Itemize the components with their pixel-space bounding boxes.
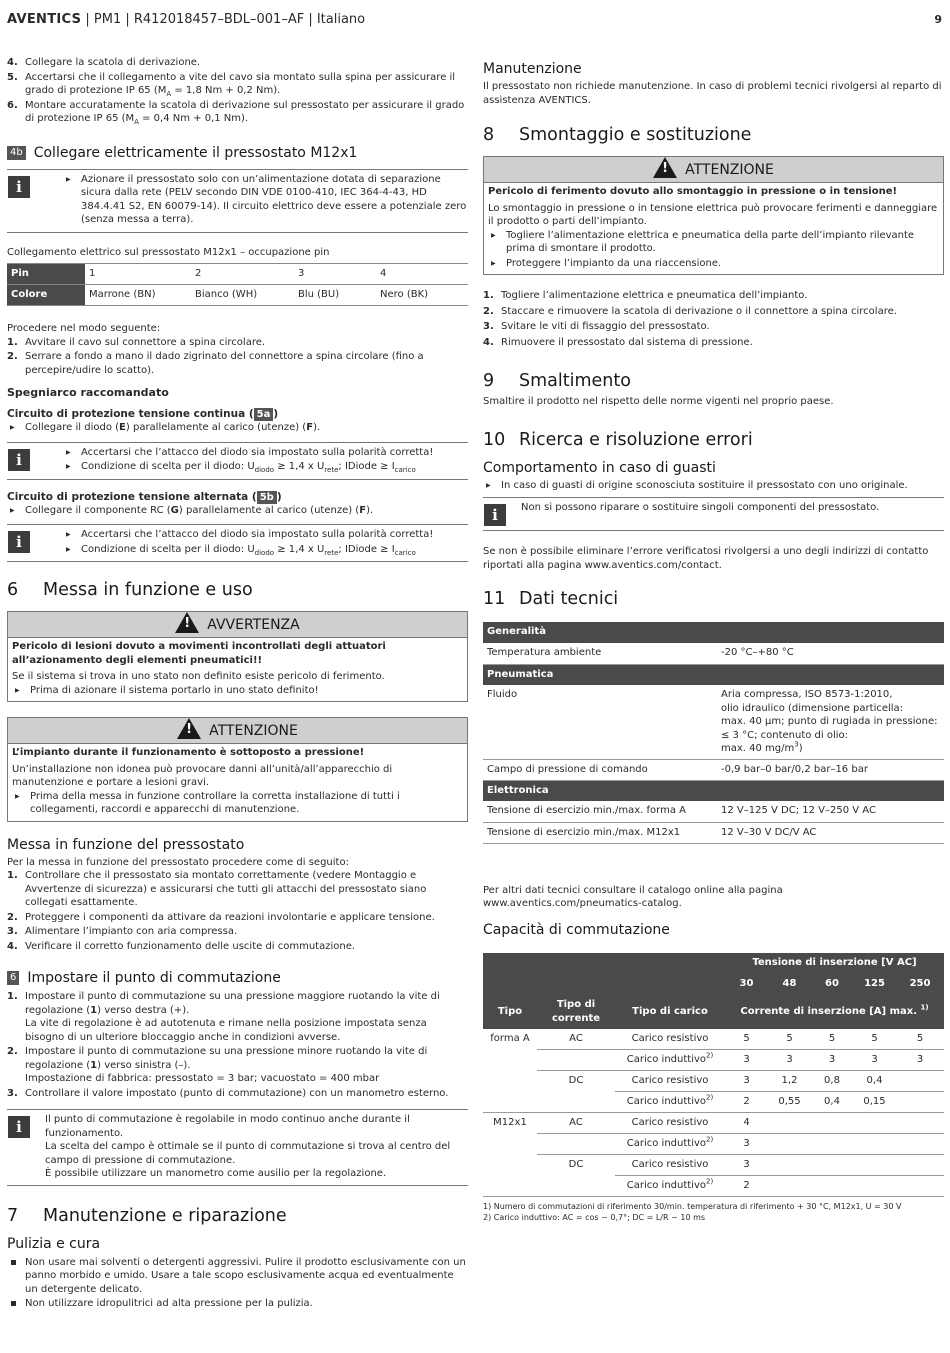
table-row: 30 48 60 125 250: [483, 974, 944, 995]
info-icon: i: [484, 504, 506, 526]
list-item: 1. Impostare il punto di commutazione su una pressione maggiore ruotando la vite di regolazione (1) verso destra (+). La vite di regolazione è ad autotenuta e rimane nella posizione impostata senza bisogno di un ulteriore bloccaggio anche in condizioni avverse.: [7, 991, 440, 1043]
section-7-heading: 7 Manutenzione e riparazione: [7, 1205, 287, 1226]
ac-action: ▶ Collegare il componente RC (G) parallelamente al carico (utenze) (F).: [7, 504, 468, 518]
list-item: 1. Avvitare il cavo sul connettore a spina circolare.: [7, 336, 266, 348]
commissioning-steps: [7, 869, 468, 953]
header-doc-info: | PM1 | R412018457–BDL–001–AF | Italiano: [81, 12, 366, 27]
section-4b-heading: 4b Collegare elettricamente il pressostato M12x1: [7, 144, 468, 162]
table-row: Elettronica: [483, 780, 944, 801]
switching-capacity-table: [483, 953, 944, 1198]
table-row: Campo di pressione di comando -0,9 bar–0 bar/0,2 bar–16 bar: [483, 759, 944, 780]
section-6-heading: 6 Messa in funzione e uso: [7, 580, 253, 600]
info-box: i ▶ Accertarsi che l’attacco del diodo sia impostato sulla polarità corretta! ▶ Condizione di scelta per il diodo: $U_{diodo} \ge 1,4$ x $U_{rete}$; IDiode ≥ $I_{carico}$: [7, 442, 468, 480]
section-9-heading: 9 Smaltimento: [483, 371, 631, 391]
maintenance-text: Il pressostato non richiede manutenzione. In caso di problemi tecnici rivolgersi al reparto di assistenza AVENTICS.: [483, 81, 942, 106]
info-icon: i: [8, 531, 30, 553]
procedure-intro: Procedere nel modo seguente:: [7, 323, 161, 334]
info-box: [7, 169, 468, 233]
info-icon: i: [8, 176, 30, 198]
list-item: 5. Accertarsi che il collegamento a vite del cavo sia montato sulla spina per assicurare il grado di protezione IP 65 ($M_A = 1,8$ Nm + 0,2 Nm).: [7, 71, 456, 98]
connect-steps: [7, 336, 468, 378]
list-item: Non utilizzare idropulitrici ad alta pressione per la pulizia.: [7, 1297, 468, 1311]
table-row: Tensione di esercizio min./max. forma A 12 V–125 V DC; 12 V–250 V AC: [483, 801, 944, 822]
page-header: [7, 11, 942, 31]
pin-table: [7, 263, 468, 306]
table-row: Tensione di inserzione [V AC]: [483, 953, 944, 974]
warning-box: !AVVERTENZA Pericolo di lesioni dovuto a movimenti incontrollati degli attuatori all’azionamento degli elementi pneumatici!! Se il sistema si trova in uno stato non definito esiste pericolo di ferimento. ▶ Prima di azionare il sistema portarlo in uno stato definito!: [7, 611, 468, 702]
faults-bullet: ▶ In caso di guasti di origine sconosciuta sostituire il pressostato con uno originale.: [483, 479, 944, 493]
list-item: 4. Verificare il corretto funzionamento delle uscite di commutazione.: [7, 940, 356, 952]
commissioning-heading: Messa in funzione del pressostato: [7, 836, 245, 853]
right-column: [483, 60, 944, 1223]
list-item: 3. Svitare le viti di fissaggio del pressostato.: [483, 321, 710, 332]
list-item: 1. Togliere l’alimentazione elettrica e pneumatica dell’impianto.: [483, 290, 808, 301]
table-row: Carico induttivo$^{2)}$ 2: [483, 1176, 944, 1197]
warning-icon: [177, 718, 201, 739]
list-item: 1. Controllare che il pressostato sia montato correttamente (vedere Montaggio e Avvertenze di sicurezza) e assicurarsi che tutti gli attacchi del pressostato siano collegati esattamente.: [7, 870, 427, 908]
list-item: Non usare mai solventi o detergenti aggressivi. Pulire il prodotto esclusivamente con un panno morbido e umido. Usare a tale scopo esclusivamente acqua ed eventualmente un detergente delicato.: [7, 1256, 468, 1297]
brand-name: AVENTICS: [7, 12, 82, 27]
table-row: DC Carico resistivo 3: [483, 1155, 944, 1176]
warning-icon: [175, 612, 199, 633]
cleaning-list: [7, 1256, 468, 1311]
ac-circuit-heading: Circuito di protezione tensione alternata ( 5b ): [7, 490, 282, 503]
dc-action: ▶ Collegare il diodo (E) parallelamente al carico (utenze) (F).: [7, 421, 468, 435]
list-item: 2. Proteggere i componenti da attivare da reazioni involontarie e applicare tensione.: [7, 911, 435, 923]
tech-data-table: [483, 622, 944, 844]
list-item: 4. Collegare la scatola di derivazione.: [7, 57, 201, 68]
warning-icon: [653, 157, 677, 178]
table-row: Carico induttivo$^{2)}$ 2 0,55 0,4 0,15: [483, 1092, 944, 1113]
table-row: Colore Marrone (BN) Bianco (WH) Blu (BU) Nero (BK): [7, 285, 468, 306]
list-item: 2. Serrare a fondo a mano il dado zigrinato del connettore a spina circolare (fino a percepire/udire lo scatto).: [7, 351, 424, 376]
table-row: Pin 1 2 3 4: [7, 264, 468, 285]
commissioning-intro: Per la messa in funzione del pressostato procedere come di seguito:: [7, 856, 349, 868]
table-row: Pneumatica: [483, 664, 944, 685]
footnote-1: 1) Numero di commutazioni di riferimento 30/min. temperatura di riferimento + 30 °C, M12x1, U = 30 V: [483, 1202, 902, 1211]
switching-capacity-heading: Capacità di commutazione: [483, 921, 670, 938]
table-row: Carico induttivo$^{2)}$ 3 3 3 3 3: [483, 1050, 944, 1071]
list-item: 2. Impostare il punto di commutazione su una pressione minore ruotando la vite di regolazione (1) verso sinistra (–). Impostazione di fabbrica: pressostato = 3 bar; vacuostato = 400 mbar: [7, 1046, 428, 1084]
table-row: M12x1 AC Carico resistivo 4: [483, 1113, 944, 1134]
caution-box: !ATTENZIONE L’impianto durante il funzionamento è sottoposto a pressione! Un’installazione non idonea può provocare danni all’unità/all’apparecchio di manutenzione e portare a lesioni gravi. ▶ Prima della messa in funzione controllare la corretta installazione di tutti i collegamenti, raccordi e apparecchi di manutenzione.: [7, 717, 468, 822]
table-row: DC Carico resistivo 3 1,2 0,8 0,4: [483, 1071, 944, 1092]
disposal-text: Smaltire il prodotto nel rispetto delle norme vigenti nel proprio paese.: [483, 396, 834, 407]
info-icon: i: [8, 1116, 30, 1138]
cleaning-heading: Pulizia e cura: [7, 1235, 101, 1252]
info-text: ▶ Azionare il pressostato solo con un’alimentazione dotata di separazione sicura dalla rete (PELV secondo DIN VDE 0100-410, IEC 364-4-43, HD 384.4.41 S2, EN 60079-14). Il circuito elettrico deve essere a potenziale zero (senza messa a terra).: [63, 173, 468, 227]
list-item: 2. Staccare e rimuovere la scatola di derivazione o il connettore a spina circolare.: [483, 305, 897, 317]
faults-contact-text: Se non è possibile eliminare l’errore verificatosi rivolgersi a uno degli indirizzi di contatto riportati alla pagina www.aventics.com/contact.: [483, 546, 929, 571]
section-11-heading: 11 Dati tecnici: [483, 589, 619, 609]
list-item: 4. Rimuovere il pressostato dal sistema di pressione.: [483, 336, 753, 348]
switch-point-steps: [7, 990, 468, 1100]
step-badge: 6: [7, 971, 19, 985]
footnote-2: 2) Carico induttivo: AC = cos ~ 0,7°; DC = L/R ~ 10 ms: [483, 1213, 706, 1222]
info-box: i Il punto di commutazione è regolabile in modo continuo anche durante il funzionamento. La scelta del campo è ottimale se il punto di commutazione si trova al centro del campo di pressione di commutazione. È possibile utilizzare un manometro come ausilio per la regolazione.: [7, 1109, 468, 1186]
switch-point-heading: 6 Impostare il punto di commutazione: [7, 969, 468, 987]
list-item: 3. Controllare il valore impostato (punto di commutazione) con un manometro esterno.: [7, 1087, 449, 1099]
faults-heading: Comportamento in caso di guasti: [483, 459, 716, 476]
step-badge: 4b: [7, 146, 26, 160]
figure-badge: 5a: [254, 408, 274, 421]
steps-top: [7, 56, 468, 126]
table-caption: Collegamento elettrico sul pressostato M12x1 – occupazione pin: [7, 246, 330, 258]
info-icon: i: [8, 449, 30, 471]
table-row: Fluido Aria compressa, ISO 8573-1:2010, olio idraulico (dimensione particella: max. 40 µm; punto di rugiada in pressione: ≤ 3 °C; contenuto di olio: max. 40 $mg/m^3$): [483, 685, 944, 759]
figure-badge: 5b: [257, 491, 277, 504]
list-item: 6. Montare accuratamente la scatola di derivazione sul pressostato per assicurare il grado di protezione IP 65 ($M_A = 0,4$ Nm + 0,1 Nm).: [7, 99, 465, 126]
table-row: Tipo Tipo di corrente Tipo di carico Corrente di inserzione [A] max. $^{1)}$: [483, 995, 944, 1029]
info-box: i ▶ Accertarsi che l’attacco del diodo sia impostato sulla polarità corretta! ▶ Condizione di scelta per il diodo: $U_{diodo} \ge 1,4$ x $U_{rete}$; IDiode ≥ $I_{carico}$: [7, 524, 468, 562]
tech-more-text: Per altri dati tecnici consultare il catalogo online alla pagina www.aventics.com/pneumatics-catalog.: [483, 884, 783, 909]
table-row: Carico induttivo$^{2)}$ 3: [483, 1134, 944, 1155]
spegniarco-heading: Spegniarco raccomandato: [7, 386, 169, 399]
table-row: Generalità: [483, 622, 944, 643]
section-8-heading: 8 Smontaggio e sostituzione: [483, 125, 752, 145]
info-box: i Non si possono riparare o sostituire singoli componenti del pressostato.: [483, 497, 944, 531]
section-10-heading: 10 Ricerca e risoluzione errori: [483, 429, 753, 450]
maintenance-heading: Manutenzione: [483, 61, 582, 77]
caution-box: !ATTENZIONE Pericolo di ferimento dovuto allo smontaggio in pressione o in tensione! Lo smontaggio in pressione o in tensione elettrica può provocare ferimenti e danneggiare il prodotto o parti dell’impianto. ▶ Togliere l’alimentazione elettrica e pneumatica della parte dell’impianto rilevante prima di smontare il prodotto. ▶ Proteggere l’impianto da una riaccensione.: [483, 156, 944, 275]
page-number: 9: [934, 13, 942, 26]
list-item: 3. Alimentare l’impianto con aria compressa.: [7, 926, 238, 937]
left-column: [7, 56, 468, 1312]
table-row: Tensione di esercizio min./max. M12x1 12 V–30 V DC/V AC: [483, 822, 944, 843]
table-row: Temperatura ambiente -20 °C–+80 °C: [483, 643, 944, 664]
removal-steps: [483, 289, 944, 349]
dc-circuit-heading: Circuito di protezione tensione continua ( 5a ): [7, 408, 279, 420]
table-row: forma A AC Carico resistivo 5 5 5 5 5: [483, 1029, 944, 1050]
